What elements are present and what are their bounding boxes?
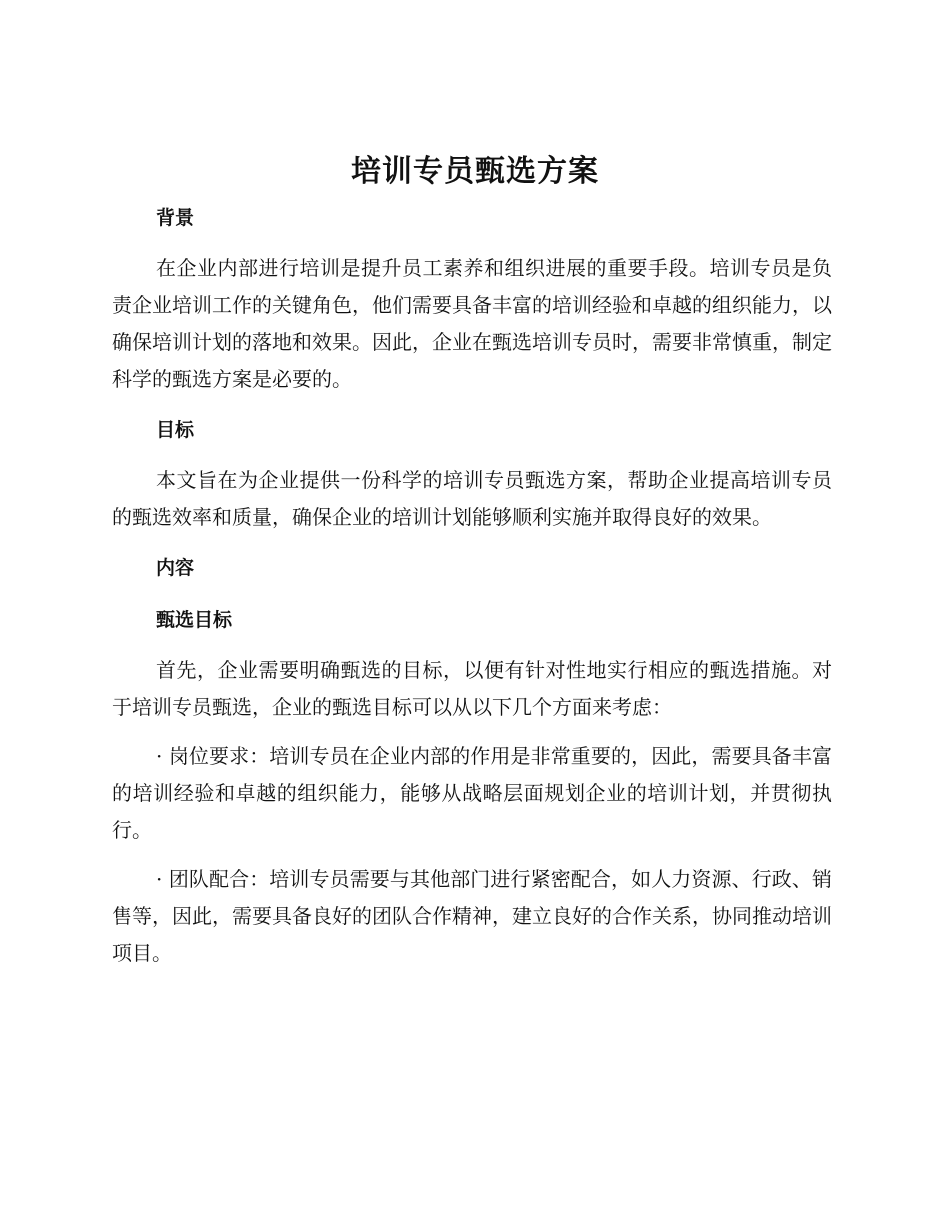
section-heading-content: 内容 (156, 557, 195, 579)
paragraph-background: 在企业内部进行培训是提升员工素养和组织进展的重要手段。培训专员是负责企业培训工作的关键角色，他们需要具备丰富的培训经验和卓越的组织能力，以确保培训计划的落地和效果。因此，企业在甄选培训专员时，需要非常慎重，制定科学的甄选方案是必要的。 (112, 256, 832, 391)
paragraph-selection-goal: 首先，企业需要明确甄选的目标，以便有针对性地实行相应的甄选措施。对于培训专员甄选，企业的甄选目标可以从以下几个方面来考虑： (112, 658, 832, 719)
section-heading-background: 背景 (156, 207, 195, 229)
document-body (112, 198, 832, 984)
subsection-heading-selection-goal: 甄选目标 (156, 609, 233, 631)
bullet-item-job-requirements: · 岗位要求：培训专员在企业内部的作用是非常重要的，因此，需要具备丰富的培训经验和卓越的组织能力，能够从战略层面规划企业的培训计划，并贯彻执行。 (112, 744, 832, 842)
bullet-item-team-cooperation: · 团队配合：培训专员需要与其他部门进行紧密配合，如人力资源、行政、销售等，因此，需要具备良好的团队合作精神，建立良好的合作关系，协同推动培训项目。 (112, 867, 832, 965)
section-heading-goal: 目标 (156, 419, 195, 441)
document-title: 培训专员甄选方案 (351, 154, 599, 189)
paragraph-goal: 本文旨在为企业提供一份科学的培训专员甄选方案，帮助企业提高培训专员的甄选效率和质量，确保企业的培训计划能够顺利实施并取得良好的效果。 (112, 468, 832, 529)
